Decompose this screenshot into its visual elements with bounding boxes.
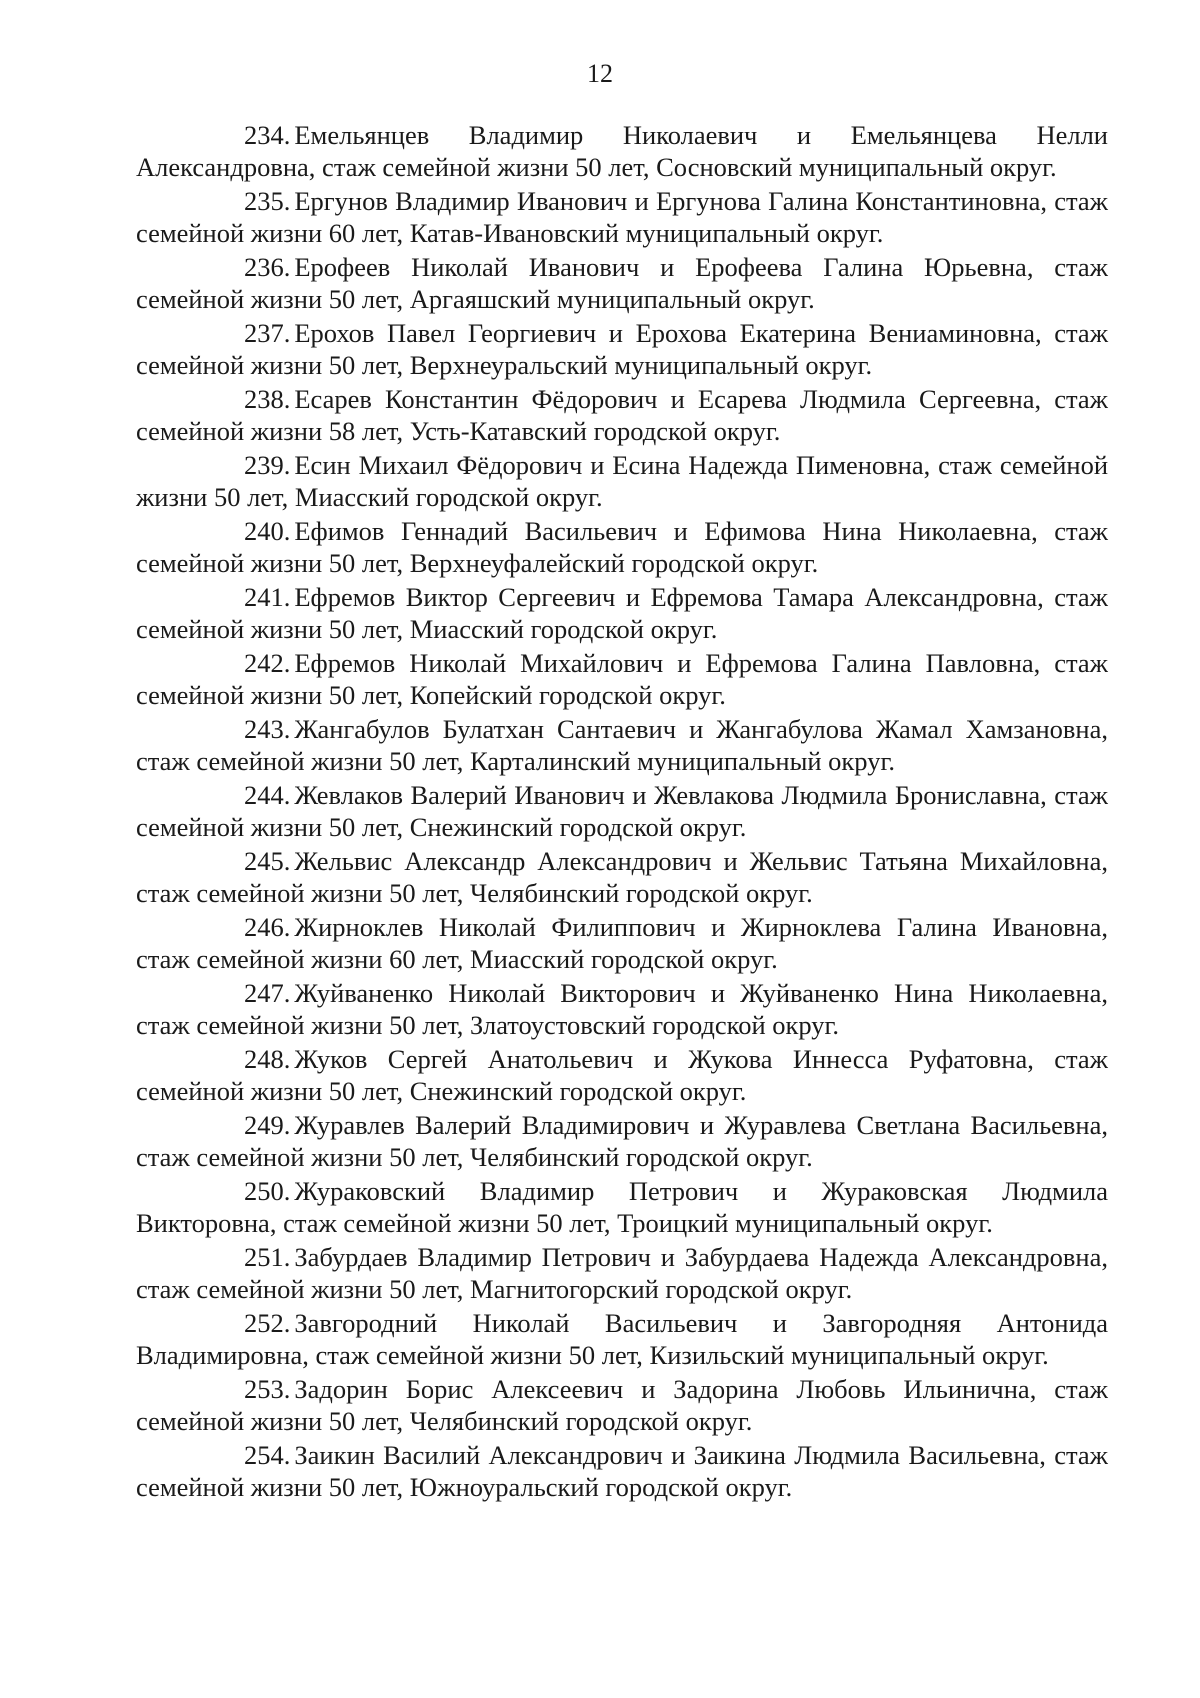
entry-text: Жуков Сергей Анатольевич и Жукова Иннесса Руфатовна, стаж семейной жизни 50 лет, Снежинский городской округ. [136,1044,1108,1106]
entry-text: Ефремов Виктор Сергеевич и Ефремова Тамара Александровна, стаж семейной жизни 50 лет, Миасский городской округ. [136,582,1108,644]
list-item [136,317,1108,381]
list-item [136,1109,1108,1173]
entry-number: 245. [244,846,291,876]
entry-number: 241. [244,582,291,612]
entry-text: Жельвис Александр Александрович и Жельвис Татьяна Михайловна, стаж семейной жизни 50 лет, Челябинский городской округ. [136,846,1108,908]
entry-text: Ефимов Геннадий Васильевич и Ефимова Нина Николаевна, стаж семейной жизни 50 лет, Верхнеуфалейский городской округ. [136,516,1108,578]
entry-text: Заикин Василий Александрович и Заикина Людмила Васильевна, стаж семейной жизни 50 лет, Южноуральский городской округ. [136,1440,1108,1502]
list-item [136,779,1108,843]
entry-text: Ерофеев Николай Иванович и Ерофеева Галина Юрьевна, стаж семейной жизни 50 лет, Аргаяшский муниципальный округ. [136,252,1108,314]
entry-text: Задорин Борис Алексеевич и Задорина Любовь Ильинична, стаж семейной жизни 50 лет, Челябинский городской округ. [136,1374,1108,1436]
entry-number: 236. [244,252,291,282]
entry-number: 248. [244,1044,291,1074]
entry-number: 238. [244,384,291,414]
list-item [136,515,1108,579]
list-item [136,1307,1108,1371]
entries-list [136,119,1108,1505]
entry-number: 254. [244,1440,291,1470]
entry-text: Жураковский Владимир Петрович и Жураковская Людмила Викторовна, стаж семейной жизни 50 лет, Троицкий муниципальный округ. [136,1176,1108,1238]
entry-number: 251. [244,1242,291,1272]
entry-number: 252. [244,1308,291,1338]
entry-text: Ерохов Павел Георгиевич и Ерохова Екатерина Вениаминовна, стаж семейной жизни 50 лет, Верхнеуральский муниципальный округ. [136,318,1108,380]
list-item [136,845,1108,909]
list-item [136,119,1108,183]
entry-text: Ефремов Николай Михайлович и Ефремова Галина Павловна, стаж семейной жизни 50 лет, Копейский городской округ. [136,648,1108,710]
list-item [136,1373,1108,1437]
entry-number: 249. [244,1110,291,1140]
entry-number: 234. [244,120,291,150]
page-number: 12 [587,59,613,88]
entry-number: 239. [244,450,291,480]
entry-text: Журавлев Валерий Владимирович и Журавлева Светлана Васильевна, стаж семейной жизни 50 лет, Челябинский городской округ. [136,1110,1108,1172]
list-item [136,911,1108,975]
entry-text: Есарев Константин Фёдорович и Есарева Людмила Сергеевна, стаж семейной жизни 58 лет, Усть-Катавский городской округ. [136,384,1108,446]
entry-text: Завгородний Николай Васильевич и Завгородняя Антонида Владимировна, стаж семейной жизни 50 лет, Кизильский муниципальный округ. [136,1308,1108,1370]
entry-number: 237. [244,318,291,348]
entry-number: 235. [244,186,291,216]
entry-text: Ергунов Владимир Иванович и Ергунова Галина Константиновна, стаж семейной жизни 60 лет, Катав-Ивановский муниципальный округ. [136,186,1108,248]
entry-text: Жирноклев Николай Филиппович и Жирноклева Галина Ивановна, стаж семейной жизни 60 лет, Миасский городской округ. [136,912,1108,974]
entry-number: 247. [244,978,291,1008]
list-item [136,185,1108,249]
entry-text: Есин Михаил Фёдорович и Есина Надежда Пименовна, стаж семейной жизни 50 лет, Миасский городской округ. [136,450,1108,512]
list-item [136,383,1108,447]
list-item [136,713,1108,777]
list-item [136,647,1108,711]
list-item [136,581,1108,645]
entry-text: Жуйваненко Николай Викторович и Жуйваненко Нина Николаевна, стаж семейной жизни 50 лет, Златоустовский городской округ. [136,978,1108,1040]
list-item [136,449,1108,513]
entry-text: Жангабулов Булатхан Сантаевич и Жангабулова Жамал Хамзановна, стаж семейной жизни 50 лет, Карталинский муниципальный округ. [136,714,1108,776]
entry-text: Забурдаев Владимир Петрович и Забурдаева Надежда Александровна, стаж семейной жизни 50 лет, Магнитогорский городской округ. [136,1242,1108,1304]
entry-number: 253. [244,1374,291,1404]
list-item [136,1241,1108,1305]
entry-number: 243. [244,714,291,744]
entry-number: 240. [244,516,291,546]
entry-number: 244. [244,780,291,810]
entry-number: 250. [244,1176,291,1206]
entry-number: 242. [244,648,291,678]
entry-text: Емельянцев Владимир Николаевич и Емельянцева Нелли Александровна, стаж семейной жизни 50 лет, Сосновский муниципальный округ. [136,120,1108,182]
list-item [136,1043,1108,1107]
entry-text: Жевлаков Валерий Иванович и Жевлакова Людмила Брониславна, стаж семейной жизни 50 лет, Снежинский городской округ. [136,780,1108,842]
list-item [136,1175,1108,1239]
list-item [136,251,1108,315]
list-item [136,1439,1108,1503]
entry-number: 246. [244,912,291,942]
list-item [136,977,1108,1041]
